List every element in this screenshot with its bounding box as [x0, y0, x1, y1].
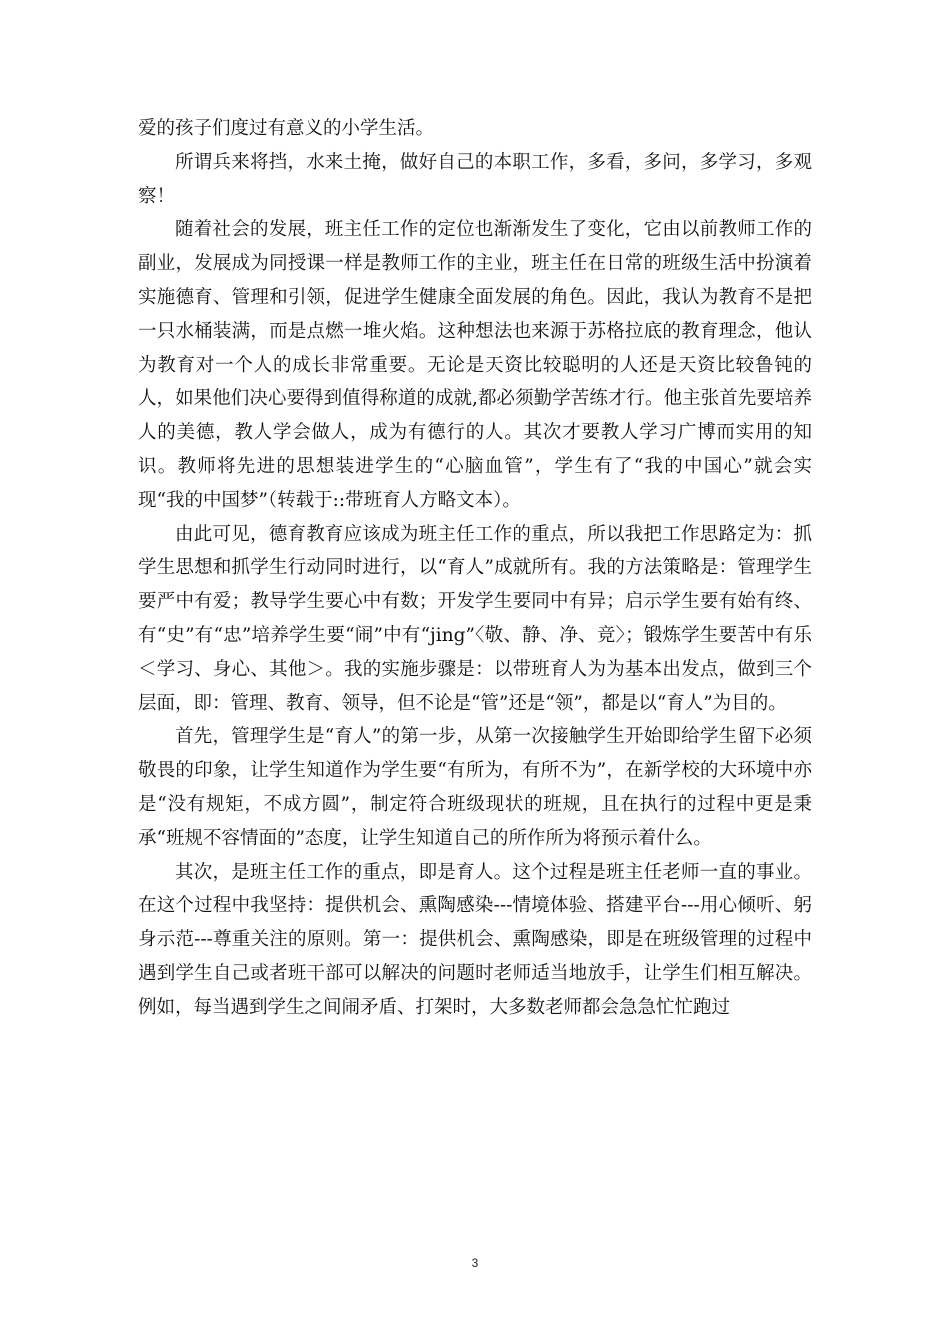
paragraph-1: 爱的孩子们度过有意义的小学生活。 — [138, 118, 435, 139]
paragraph-3: 随着社会的发展，班主任工作的定位也渐渐发生了变化，它由以前教师工作的副业，发展成为同授课一样是教师工作的主业，班主任在日常的班级生活中扮演着实施德育、管理和引领，促进学生健康全面发展的角色。因此，我认为教育不是把一只水桶装满，而是点燃一堆火焰。这种想法也来源于苏格拉底的教育理念，他认为教育对一个人的成长非常重要。无论是天资比较聪明的人还是天资比较鲁钝的人，如果他们决心要得到值得称道的成就,都必须勤学苦练才行。他主张首先要培养人的美德，教人学会做人，成为有德行的人。其次才要教人学习广博而实用的知识。教师将先进的思想装进学生的“心脑血管”，学生有了“我的中国心”就会实现“我的中国梦”（转载于::带班育人方略文本）。 — [138, 219, 812, 511]
paragraph-4: 由此可见，德育教育应该成为班主任工作的重点，所以我把工作思路定为：抓学生思想和抓学生行动同时进行，以“育人”成就所有。我的方法策略是：管理学生要严中有爱；教导学生要心中有数；开发学生要同中有异；启示学生要有始有终、有“史”有“忠”培养学生要“闹”中有“jing”〈敬、静、净、竞〉；锻炼学生要苦中有乐＜学习、身心、其他＞。我的实施步骤是：以带班育人为为基本出发点，做到三个层面，即：管理、教育、领导，但不论是“管”还是“领”，都是以“育人”为目的。 — [138, 523, 812, 714]
page-number: 3 — [471, 1256, 479, 1270]
paragraph-6: 其次，是班主任工作的重点，即是育人。这个过程是班主任老师一直的事业。在这个过程中我坚持：提供机会、熏陶感染---情境体验、搭建平台---用心倾听、躬身示范---尊重关注的原则。第一：提供机会、熏陶感染，即是在班级管理的过程中遇到学生自己或者班干部可以解决的问题时老师适当地放手，让学生们相互解决。例如，每当遇到学生之间闹矛盾、打架时，大多数老师都会急急忙忙跑过 — [138, 861, 812, 1018]
paragraph-2: 所谓兵来将挡，水来土掩，做好自己的本职工作，多看，多问，多学习，多观察！ — [138, 151, 812, 207]
document-body — [138, 112, 812, 1025]
paragraph-5: 首先，管理学生是“育人”的第一步，从第一次接触学生开始即给学生留下必须敬畏的印象，让学生知道作为学生要“有所为，有所不为”，在新学校的大环境中亦是“没有规矩，不成方圆”，制定符合班级现状的班规，且在执行的过程中更是秉承“班规不容情面的”态度，让学生知道自己的所作所为将预示着什么。 — [138, 726, 812, 849]
